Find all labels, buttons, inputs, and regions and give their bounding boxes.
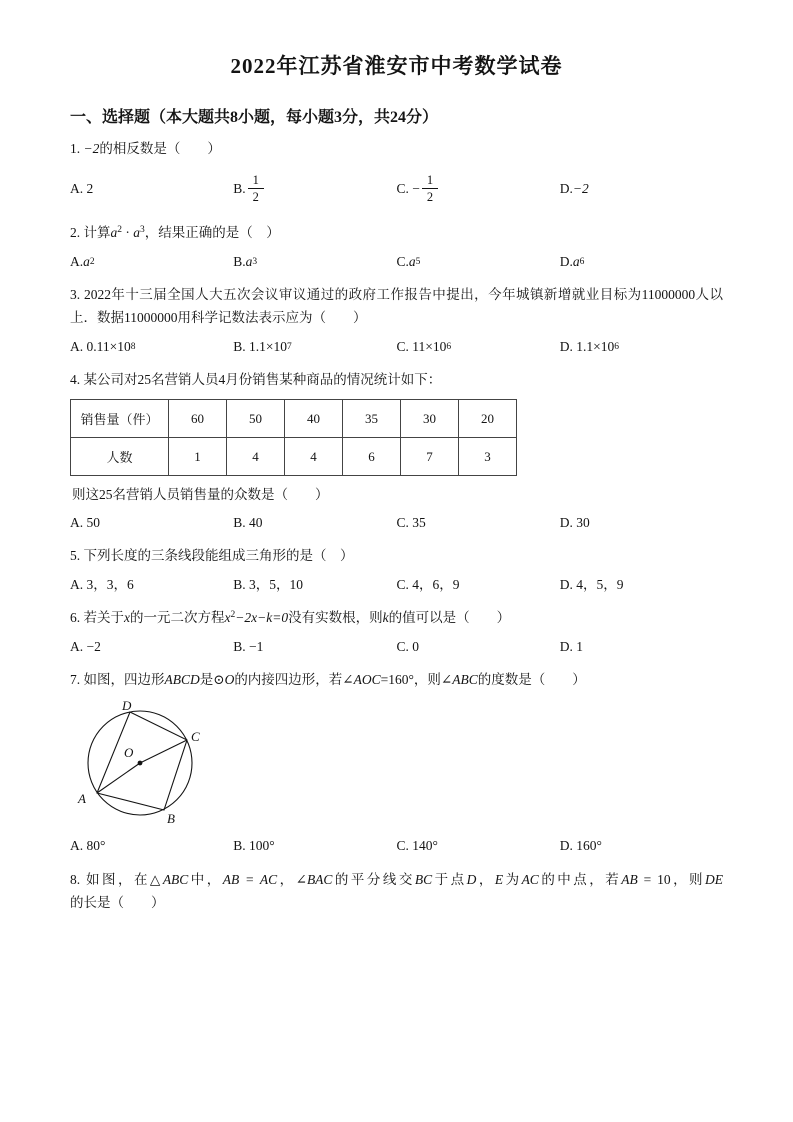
option-c: C. 11×10 6	[396, 339, 452, 354]
option-d: D. 160°	[559, 838, 602, 854]
option-b: B. 40	[233, 514, 263, 530]
page-title: 2022年江苏省淮安市中考数学试卷	[230, 54, 563, 78]
option-d: D. 4，5，9	[559, 576, 624, 592]
question-2-options	[70, 252, 723, 272]
vertex-label-a: A	[78, 791, 86, 807]
question-2-stem: 2. 计算$a^2 \cdot a^3$，结果正确的是（ ）	[70, 224, 280, 240]
option-b: B. 3，5，10	[233, 576, 304, 592]
question-3	[70, 284, 723, 357]
table-cell: 1	[169, 438, 227, 476]
option-d: D. −2	[559, 180, 589, 196]
table-cell: 20	[459, 400, 517, 438]
vertex-label-c: C	[191, 729, 200, 745]
table-cell: 30	[401, 400, 459, 438]
question-4-stem: 4. 某公司对25名营销人员4月份销售某种商品的情况统计如下：	[70, 372, 442, 388]
option-a: A. 80°	[70, 838, 106, 854]
center-dot	[138, 761, 143, 766]
option-b: B. 100°	[233, 838, 275, 854]
option-d: D. 1.1×10 6	[559, 339, 619, 354]
center-label-o: O	[124, 745, 134, 761]
sales-statistics-table	[70, 399, 517, 476]
option-b: B. −1	[233, 639, 264, 655]
option-a: A. 2	[70, 180, 94, 196]
option-a: A. 3，3，6	[70, 576, 134, 592]
option-d: D. 1	[559, 639, 583, 655]
table-cell: 40	[285, 400, 343, 438]
option-c: C. 4，6，9	[396, 576, 460, 592]
table-cell: 4	[227, 438, 285, 476]
option-c: C. 0	[396, 639, 420, 655]
question-4-follow-up: 则这25名营销人员销售量的众数是（ ）	[72, 487, 329, 503]
option-b: B. 1.1×10 7	[233, 339, 292, 354]
question-1-options	[70, 168, 723, 210]
table-cell: 3	[459, 438, 517, 476]
radius-oc	[140, 740, 187, 763]
table-cell: 35	[343, 400, 401, 438]
question-2	[70, 222, 723, 272]
table-cell: 4	[285, 438, 343, 476]
question-1	[70, 138, 723, 210]
q7-circle-diagram	[72, 699, 224, 829]
option-c: C. − $\frac{1}{2}$	[397, 168, 560, 210]
question-7	[70, 669, 723, 856]
option-a: A. 50	[70, 514, 100, 530]
section-header: 一、选择题（本大题共8小题，每小题3分，共24分）	[70, 109, 439, 126]
question-5-options	[70, 575, 723, 595]
option-a: A. a 2	[70, 253, 95, 269]
table-cell: 6	[343, 438, 401, 476]
option-b: B. a 3	[233, 253, 258, 269]
table-cell: 60	[169, 400, 227, 438]
vertex-label-b: B	[167, 811, 175, 827]
question-1-stem: 1. −2的相反数是（ ）	[70, 141, 221, 156]
option-b: B. $\frac{1}{2}$	[233, 168, 396, 210]
question-3-stem: 3. 2022年十三届全国人大五次会议审议通过的政府工作报告中提出，今年城镇新增就业目标为11000000人以上．数据11000000用科学记数法表示应为（ ）	[70, 287, 723, 326]
table-header-cell: 人数	[71, 438, 169, 476]
question-4-options	[70, 513, 723, 533]
question-6-options	[70, 637, 723, 657]
table-cell: 7	[401, 438, 459, 476]
option-a: A. −2	[70, 639, 101, 655]
option-d: D. 30	[559, 514, 590, 530]
question-6-stem: 6. 若关于x的一元二次方程$x^2-2x-k=0$没有实数根，则k的值可以是（ ）	[70, 610, 511, 626]
question-3-options	[70, 337, 723, 357]
question-7-stem: 7. 如图，四边形ABCD是⊙O的内接四边形，若∠AOC=160°，则∠ABC的度数是（ ）	[70, 672, 586, 688]
question-4	[70, 369, 723, 533]
question-5	[70, 545, 723, 595]
table-header-cell: 销售量（件）	[71, 400, 169, 438]
option-c: C. 35	[396, 514, 426, 530]
question-8-stem: 8. 如图，在△ABC中，AB = AC，∠BAC的平分线交BC于点D，E为AC的中点，若AB = 10，则DE的长是（ ）	[70, 871, 724, 910]
option-c: C. a 5	[396, 253, 421, 269]
table-row	[71, 438, 517, 476]
option-d: D. a 6	[559, 253, 585, 269]
option-a: A. 0.11×10 8	[70, 339, 136, 354]
table-cell: 50	[227, 400, 285, 438]
question-8	[70, 869, 723, 915]
vertex-label-d: D	[122, 699, 132, 714]
question-5-stem: 5. 下列长度的三条线段能组成三角形的是（ ）	[70, 548, 354, 564]
table-row	[71, 400, 517, 438]
question-6	[70, 607, 723, 657]
question-7-options	[70, 836, 723, 856]
inscribed-quadrilateral	[97, 712, 187, 810]
option-c: C. 140°	[396, 838, 438, 854]
